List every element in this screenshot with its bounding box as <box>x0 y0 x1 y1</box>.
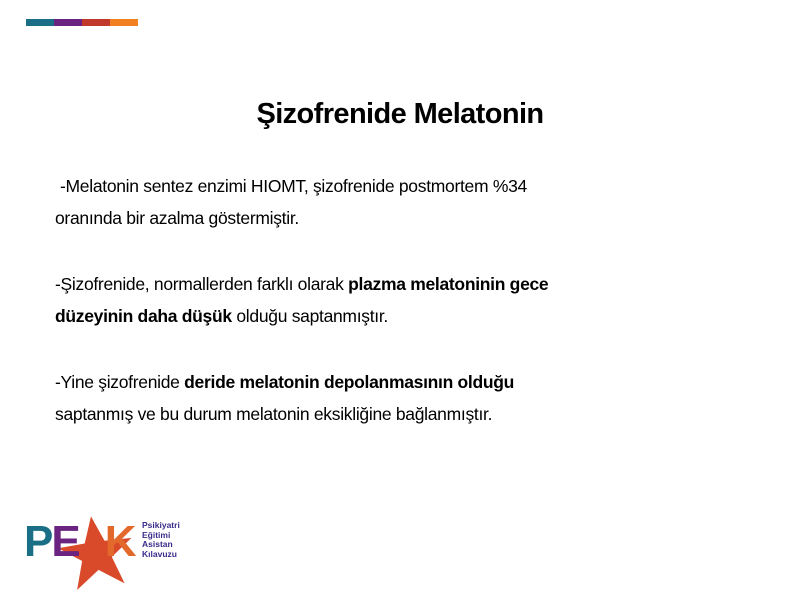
paragraph-2-emphasis: plazma melatoninin gece <box>348 274 549 294</box>
logo-subtitle-line-2: Eğitimi <box>142 529 171 540</box>
logo-subtitle-line-3: Asistan <box>142 539 173 549</box>
paragraph-1-line-2: oranında bir azalma göstermiştir. <box>55 208 299 228</box>
paragraph-2-emphasis-cont: düzeyinin daha düşük <box>55 306 232 326</box>
peak-logo <box>24 516 184 588</box>
logo-subtitle <box>142 521 180 559</box>
paragraph-2-text-cont: olduğu saptanmıştır. <box>231 306 388 326</box>
logo-subtitle-line-4: Kılavuzu <box>142 548 177 559</box>
logo-letter-p: P <box>24 517 52 566</box>
stripe-segment-orange <box>110 19 138 26</box>
logo-subtitle-line-1: Psikiyatri <box>142 520 180 530</box>
stripe-segment-red <box>82 19 110 26</box>
stripe-segment-teal <box>26 19 54 26</box>
stripe-segment-purple <box>54 19 82 26</box>
paragraph-3-emphasis: deride melatonin depolanmasının olduğu <box>184 372 515 392</box>
paragraph-3-line-1 <box>55 366 755 398</box>
slide-title: Şizofrenide Melatonin <box>256 98 544 130</box>
logo-wordmark <box>24 517 135 566</box>
paragraph-3-text: -Yine şizofrenide <box>55 372 185 392</box>
paragraph-2-line-2 <box>55 300 755 332</box>
slide-body <box>55 170 755 430</box>
paragraph-3-line-2: saptanmış ve bu durum melatonin eksikliğine bağlanmıştır. <box>55 404 493 424</box>
paragraph-2-text: -Şizofrenide, normallerden farklı olarak <box>55 274 349 294</box>
header-color-stripe <box>26 19 138 26</box>
paragraph-1-line-1: -Melatonin sentez enzimi HIOMT, şizofrenide postmortem %34 <box>60 176 527 196</box>
logo-letter-k: K <box>104 517 135 566</box>
logo-letter-e: E <box>51 517 79 566</box>
paragraph-2-line-1 <box>55 268 755 300</box>
